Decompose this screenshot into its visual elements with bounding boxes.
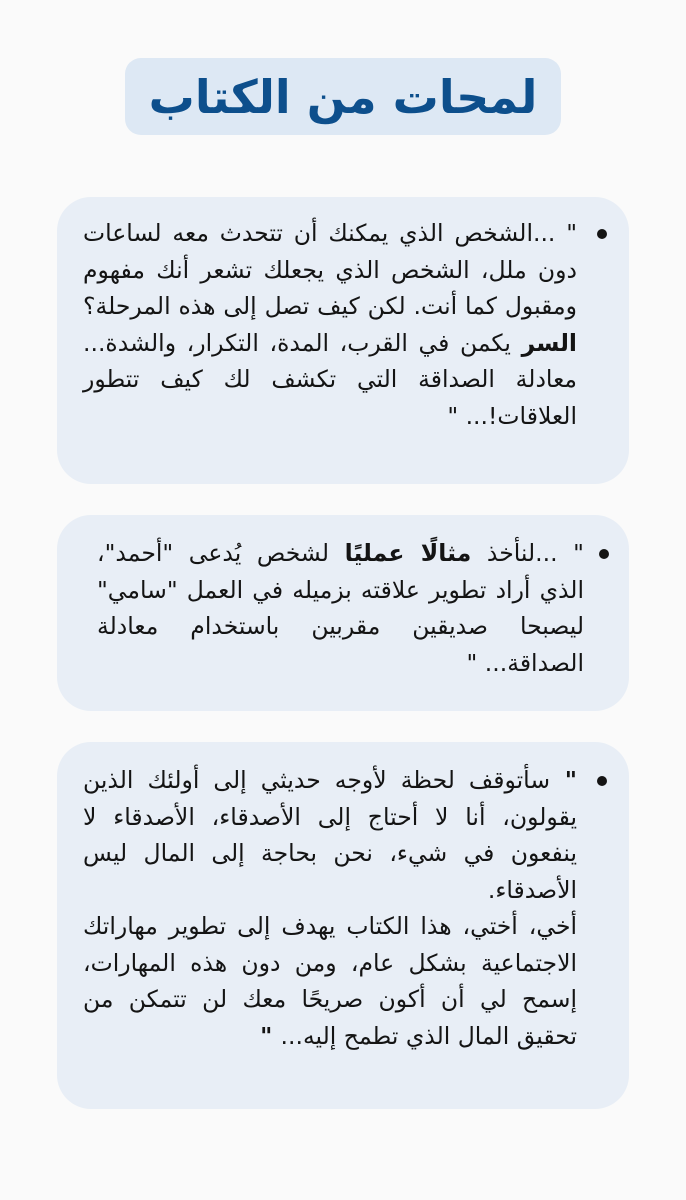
quote-card: [57, 197, 629, 484]
quote-paragraph: أخي، أختي، هذا الكتاب يهدف إلى تطوير مهاراتك الاجتماعية بشكل عام، ومن دون هذه المهارات، إسمح لي أن أكون صريحًا معك لن تتمكن من تحقيق المال الذي تطمح إليه...: [83, 912, 577, 1050]
bullet-icon: [597, 776, 607, 786]
quote-text: [97, 535, 584, 681]
bullet-icon: [597, 229, 607, 239]
quote-text-part: " ...لنأخذ: [471, 539, 584, 567]
quote-paragraph: سأتوقف لحظة لأوجه حديثي إلى أولئك الذين يقولون، أنا لا أحتاج إلى الأصدقاء، الأصدقاء لا ينفعون في شيء، نحن بحاجة إلى المال ليس الأصدقاء.: [83, 766, 577, 904]
quote-text-part: يكمن في القرب، المدة، التكرار، والشدة... معادلة الصداقة التي تكشف لك كيف تتطور العلاقات!... ": [83, 328, 577, 430]
title-banner: [125, 58, 561, 135]
quote-text-part: لشخص يُدعى "أحمد"، الذي أراد تطوير علاقته بزميله في العمل "سامي" ليصبحا صديقين مقربين باستخدام معادلة الصداقة... ": [97, 539, 584, 677]
quote-text: [83, 762, 577, 1054]
quote-card: [57, 742, 629, 1109]
quote-card: [57, 515, 629, 711]
quote-open-mark: ": [550, 766, 577, 794]
quote-bold-text: مثالًا عمليًا: [344, 539, 472, 567]
quote-text: [83, 215, 577, 434]
bullet-icon: [599, 549, 609, 559]
page-title: لمحات من الكتاب: [148, 69, 538, 124]
quote-bold-text: السر: [521, 328, 577, 357]
quote-text-part: " ...الشخص الذي يمكنك أن تتحدث معه لساعات دون ملل، الشخص الذي يجعلك تشعر أنك مفهوم ومقبول كما أنت. لكن كيف تصل إلى هذه المرحلة؟: [83, 219, 577, 320]
quote-close-mark: ": [260, 1021, 281, 1050]
